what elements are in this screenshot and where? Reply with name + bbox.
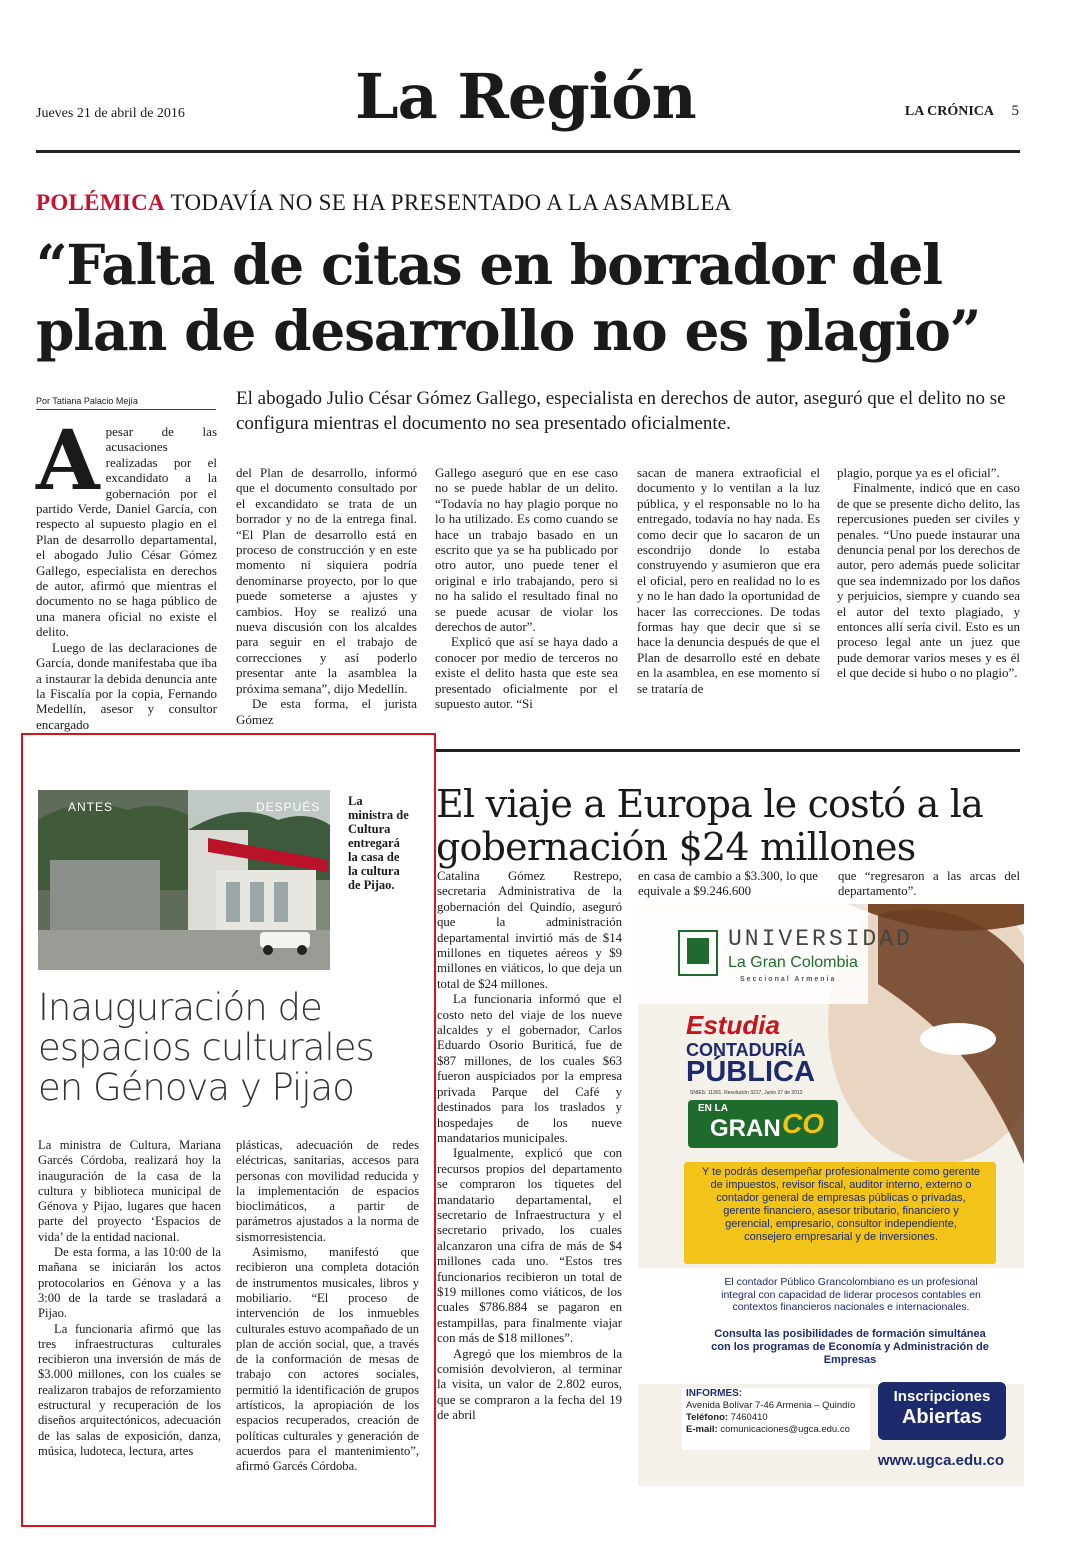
ad-program-line-1: CONTADURÍA: [686, 1040, 806, 1060]
ad-university-name: UNIVERSIDAD: [728, 926, 913, 952]
byline: Por Tatiana Palacio Mejía: [36, 396, 216, 410]
before-after-photo: [38, 790, 330, 970]
ad-university-subname: La Gran Colombia: [728, 954, 858, 971]
section-label-wrap: [905, 103, 1019, 120]
lead-paragraph: del Plan de desarrollo, informó que el documento consultado por el excandidato se trata de un borrador y no de la entrega final. “El Plan de desarrollo está en proceso de construcción y en este momento ni siquiera podría denominarse proyecto, por lo que puede someterse a ajustes y cambios. Hoy se realizó una nueva discusión con los alcaldes para seguir en el trabajo de correcciones y así poderlo presentar ante la asamblea la próxima semana”, dijo Medellín.: [236, 465, 417, 696]
ad-program-line-2: PÚBLICA: [686, 1056, 815, 1088]
ad-university-campus: Seccional Armenia: [740, 976, 837, 983]
ad-website: www.ugca.edu.co: [877, 1452, 1004, 1469]
university-shield-icon: [678, 930, 718, 976]
lead-paragraph: sacan de manera extraoficial el documento y lo ventilan a la luz pública, y el responsable no lo ha entregado, todavía no hay nada. Es como decir que lo sacaron de un escondrijo donde lo estaba construyendo y asumieron que era el oficial, pero en realidad no lo es y no le han dado la oportunidad de hacer las correcciones. De todas formas hay que decir que si se hace la denuncia después de que el Plan de desarrollo esté en debate en la asamblea, en ese momento sí se trataría de: [637, 465, 820, 696]
ad-email: [686, 1424, 850, 1435]
europe-paragraph: La funcionaria informó que el costo neto del viaje de los nueve alcaldes y el gobernador, Carlos Eduardo Osorio Buriticá, fue de $87 millones, de los cuales $63 fueron auspiciados por la empresa privada Parque del Café y destinados para los traslados y hospedajes de los nueve mandatarios municipales.: [437, 992, 622, 1145]
ad-granco-badge: [688, 1100, 838, 1148]
culture-column-2: [236, 1138, 419, 1475]
lead-paragraph: Explicó que así se haya dado a conocer por medio de terceros no existe el delito hasta que este sea presentado oficialmente por el supuesto autor. “Si: [435, 634, 618, 712]
ad-snies: SNIES: 11301. Resolución 3217, Junio 27 de 2012: [690, 1090, 803, 1096]
culture-paragraph: Asimismo, manifestó que recibieron una completa dotación de instrumentos musicales, libros y mobiliario. “El proceso de intervención de los inmuebles culturales estuvo acompañado de un plan de acción social, que, a través de la conformación de mesas de trabajo con actores sociales, permitió la identificación de grupos artísticos, la apropiación de los espacios recuperados, creación de políticas culturales y generación de acuerdos para el mantenimiento”, afirmó Garcés Córdoba.: [236, 1245, 419, 1474]
culture-paragraph: La funcionaria afirmó que las tres infraestructuras culturales recibieron una inversión de más de $3.000 millones, con los cuales se realizaron trabajos de reforzamiento estructural y recuperación de los diseños arquitectónicos, adecuación de las salas de exposición, danza, música, ludoteca, lectura, artes: [38, 1321, 221, 1458]
lead-deck: El abogado Julio César Gómez Gallego, especialista en derechos de autor, aseguró que el delito no se configura mientras el documento no sea presentado oficialmente.: [236, 388, 1006, 434]
ad-consulta-text: Consulta las posibilidades de formación simultánea con los programas de Economía y Administración de Empresas: [711, 1328, 989, 1366]
culture-column-1: [38, 1138, 221, 1459]
ad-co: CO: [782, 1108, 824, 1139]
header-rule: [36, 150, 1020, 153]
ad-abiertas: Abiertas: [901, 1406, 983, 1428]
lead-paragraph: pesar de las acusaciones realizadas por el excandidato a la gobernación por el partido Verde, Daniel García, con respecto al supuesto plagio en el Plan de desarrollo departamental, el abogado Julio César Gómez Gallego, especialista en derechos de autor, afirmó que mientras el documento no se haga público de una manera oficial no existe el delito.: [36, 424, 217, 640]
lead-paragraph: Luego de las declaraciones de García, donde manifestaba que iba a instaurar la debida denuncia ante la Fiscalía por la copia, Fernando Medellín, asesor y consultor encargado: [36, 639, 217, 732]
lead-column-4: [637, 465, 820, 696]
masthead: La Región: [355, 60, 696, 133]
ad-address: Avenida Bolívar 7-46 Armenia – Quindío: [686, 1400, 856, 1411]
lead-paragraph: plagio, porque ya es el oficial”.: [837, 465, 1000, 480]
kicker-text: TODAVÍA NO SE HA PRESENTADO A LA ASAMBLEA: [170, 190, 732, 215]
ad-inscripciones: Inscripciones: [893, 1388, 991, 1405]
europe-paragraph: que “regresaron a las arcas del departamento”.: [838, 869, 1020, 899]
europe-paragraph: Agregó que los miembros de la comisión devolvieron, al terminar la visita, un valor de 2.802 euros, que se compraron a la fecha del 19 de abril: [437, 1346, 622, 1423]
lead-paragraph: De esta forma, el jurista Gómez: [236, 696, 417, 727]
culture-paragraph: plásticas, adecuación de redes eléctricas, sanitarias, accesos para personas con movilidad reducida y la implementación de espacios bioclimáticos, a partir de parámetros ajustados a la norma de sismorresistencia.: [236, 1138, 419, 1244]
europe-column-1: [437, 869, 622, 1424]
ad-informes-label: INFORMES:: [686, 1388, 743, 1399]
ad-phone-number: 7460410: [730, 1412, 768, 1423]
europe-paragraph: Catalina Gómez Restrepo, secretaria Administrativa de la gobernación del Quindío, aseguró que la administración departamental invirtió más de $14 millones en tiquetes aéreos y $9 millones en viáticos, lo que deja un total de $24 millones.: [437, 869, 622, 991]
europe-headline: El viaje a Europa le costó a la gobernación $24 millones: [436, 782, 984, 869]
photo-caption: La ministra de Cultura entregará la casa de la cultura de Pijao.: [348, 794, 409, 892]
lead-headline: “Falta de citas en borrador del plan de desarrollo no es plagio”: [36, 232, 981, 363]
europe-paragraph: en casa de cambio a $3.300, lo que equivale a $9.246.600: [638, 869, 818, 899]
ad-profile-text: El contador Público Grancolombiano es un profesional integral con capacidad de liderar procesos contables en contextos financieros nacionales e internacionales.: [721, 1276, 981, 1313]
ad-en-la: EN LA: [698, 1103, 728, 1114]
ad-benefits-box: [684, 1162, 996, 1264]
lead-column-2: [236, 465, 417, 727]
ad-email-label: E-mail:: [686, 1424, 718, 1435]
ad-benefits-text: Y te podrás desempeñar profesionalmente como gerente de impuestos, revisor fiscal, auditor interno, externo o contador general de empresas públicas o privadas, gerente financiero, asesor tributario, financiero y gerencial, empresario, consultor independiente, consejero empresarial y de inversiones.: [701, 1166, 981, 1243]
europe-column-3: [838, 869, 1020, 900]
ad-estudia: Estudia: [686, 1010, 780, 1040]
ad-phone-label: Teléfono:: [686, 1412, 729, 1423]
lead-column-1: [36, 413, 217, 732]
lead-paragraph: Finalmente, indicó que en caso de que se presente dicho delito, las repercusiones pueden ser civiles y penales. “Uno puede instaurar una denuncia penal por los derechos de autor, pero además puede solicitar que sea indemnizado por los daños y perjuicios, siempre y cuando sea el autor del texto plagiado, y entonces allí sería civil. Esto es un proceso legal ante un juez que pude demorar varios meses y es él el que decide si hubo o no plagio”.: [837, 480, 1020, 681]
ad-contact-block: [682, 1388, 870, 1450]
ad-gran: GRAN: [710, 1115, 781, 1142]
university-ad: [638, 904, 1024, 1486]
ad-email-address: comunicaciones@ugca.edu.co: [720, 1424, 850, 1435]
culture-paragraph: De esta forma, a las 10:00 de la mañana se iniciarán los actos protocolarios en Génova y a las 3:00 de la tarde se trasladará a Pijao.: [38, 1245, 221, 1321]
drop-cap: A: [36, 413, 100, 509]
section-rule: [436, 749, 1020, 752]
lead-column-3: [435, 465, 618, 712]
kicker-tag: POLÉMICA: [36, 190, 165, 215]
europe-paragraph: Igualmente, explicó que con recursos propios del departamento se compraron los tiquetes del mandatario departamental, el secretario de Infraestructura y el secretario privado, los cuales alcanzaron una cifra de más de $4 millones cada uno. “Estos tres funcionarios recibieron un total de $19 millones como viáticos, de los cuales $786.884 se pagaron en estampillas, para finalmente viajar con más de $18 millones”.: [437, 1146, 622, 1346]
photo-illustration: [38, 790, 330, 970]
ad-phone: [686, 1412, 768, 1423]
ad-inscripciones-badge: [878, 1382, 1006, 1440]
issue-date: Jueves 21 de abril de 2016: [36, 106, 185, 121]
photo-label-before: ANTES: [68, 800, 114, 814]
section-label: LA CRÓNICA: [904, 104, 994, 119]
lead-column-5: [837, 465, 1020, 681]
europe-column-2: [638, 869, 818, 900]
page-number: 5: [1011, 103, 1019, 119]
lead-paragraph: Gallego aseguró que en ese caso no se puede hablar de un delito. “Todavía no hay plagio porque no lo ha utilizado. Es como cuando se hace un trabajo basado en un escrito que ya se ha publicado por otro autor, uno puede tener el original e irlo trabajando, pero si no ha salido el resultado final no se puede acusar de violar los derechos de autor”.: [435, 465, 618, 635]
culture-headline: Inauguración de espacios culturales en Génova y Pijao: [38, 986, 374, 1109]
culture-paragraph: La ministra de Cultura, Mariana Garcés Córdoba, realizará hoy la inauguración de la casa de la cultura y biblioteca municipal de Génova y Pijao, lugares que hacen parte del proyecto ‘Espacios de vida’ de la entidad nacional.: [38, 1138, 221, 1244]
kicker: [36, 190, 732, 216]
photo-label-after: DESPUÉS: [256, 800, 321, 814]
